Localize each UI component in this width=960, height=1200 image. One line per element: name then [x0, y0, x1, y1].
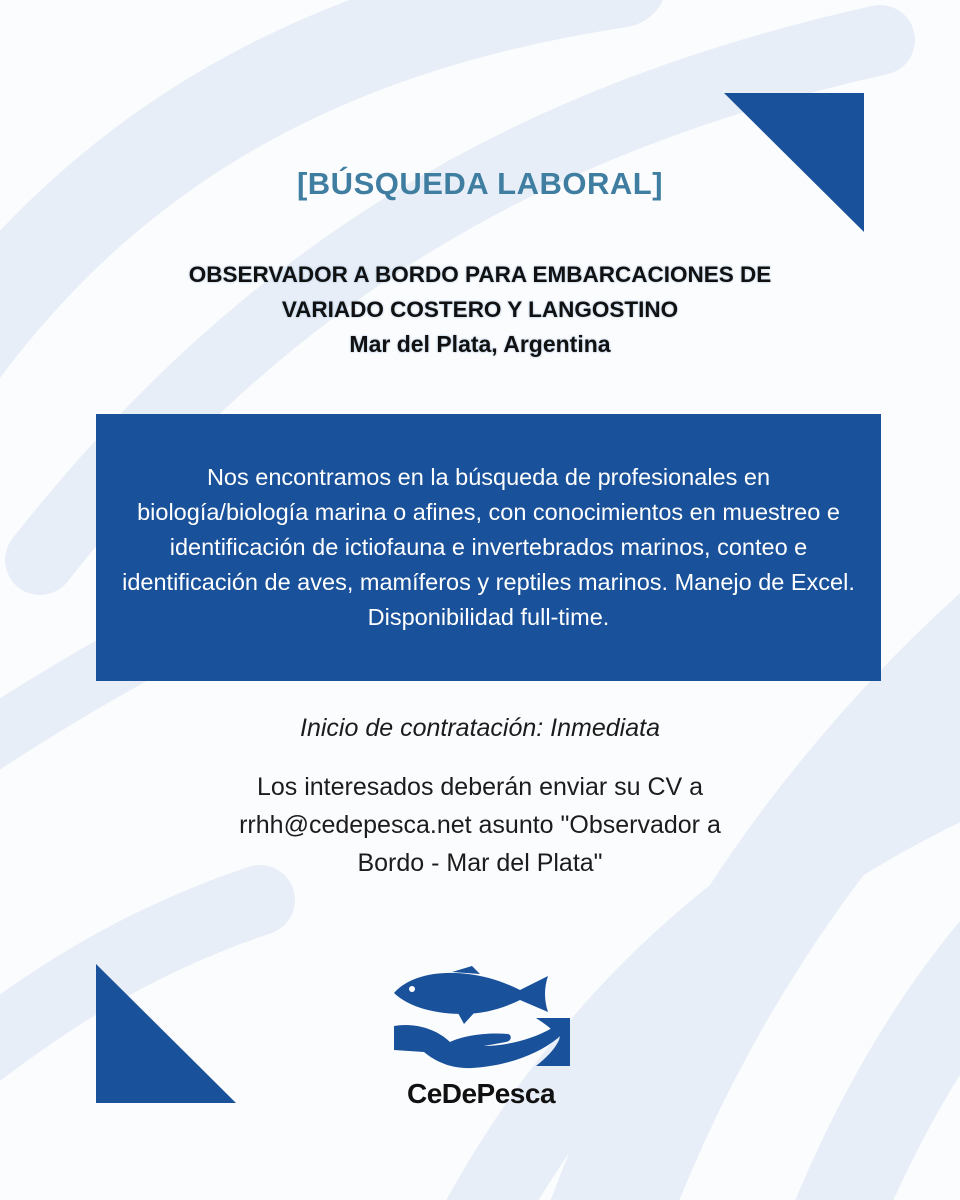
start-date: Inicio de contratación: Inmediata [300, 714, 660, 742]
description-box [96, 414, 881, 681]
apply-line-3: Bordo - Mar del Plata" [357, 849, 603, 877]
corner-triangle-bottom-left [96, 964, 236, 1103]
corner-triangle-top-right [724, 93, 864, 232]
fish-and-hand-icon [386, 966, 576, 1078]
page-heading: [BÚSQUEDA LABORAL] [296, 166, 664, 201]
job-title [80, 257, 880, 362]
job-location: Mar del Plata, Argentina [349, 331, 611, 357]
job-title-line-1: OBSERVADOR A BORDO PARA EMBARCACIONES DE [188, 262, 772, 287]
logo-wordmark: CeDePesca [406, 1078, 556, 1109]
job-description: Nos encontramos en la búsqueda de profesionales en biología/biología marina o afines, con conocimientos en muestreo e identificación de ictiofauna e invertebrados marinos, conteo e identificación de aves, mamíferos y reptiles marinos. Manejo de Excel. Disponibilidad full-time. [122, 464, 855, 630]
apply-line-2: rrhh@cedepesca.net asunto "Observador a [239, 811, 721, 839]
application-instructions [140, 768, 820, 882]
apply-line-1: Los interesados deberán enviar su CV a [256, 773, 704, 801]
cedepesca-logo [386, 966, 576, 1112]
job-title-line-2: VARIADO COSTERO Y LANGOSTINO [281, 297, 679, 322]
